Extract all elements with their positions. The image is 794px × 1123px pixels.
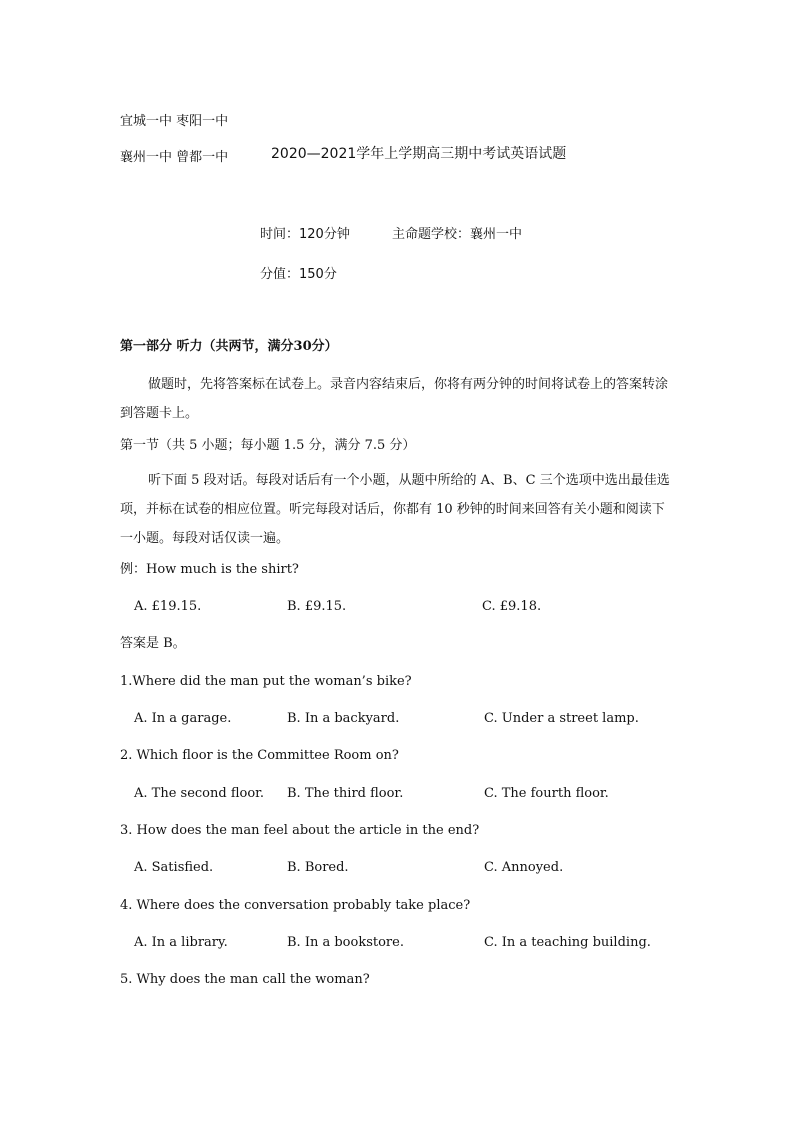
question-4: 4. Where does the conversation probably take place? (120, 898, 471, 913)
question-1-option-a: A. In a garage. (134, 711, 232, 726)
question-3-option-a: A. Satisfied. (134, 860, 214, 875)
question-1-option-b: B. In a backyard. (287, 711, 400, 726)
example-option-a: A. £19.15. (134, 599, 202, 614)
question-3-option-c: C. Annoyed. (484, 860, 564, 875)
question-5: 5. Why does the man call the woman? (120, 972, 370, 987)
question-2-option-c: C. The fourth floor. (484, 786, 609, 801)
question-2-option-a: A. The second floor. (134, 786, 265, 801)
exam-time: 时间：120分钟 (260, 227, 350, 242)
part1-heading: 第一部分 听力（共两节，满分30分） (120, 339, 338, 354)
question-1: 1.Where did the man put the woman’s bike? (120, 674, 412, 689)
question-4-option-c: C. In a teaching building. (484, 935, 651, 950)
schools-line-1: 宜城一中 枣阳一中 (120, 114, 229, 129)
question-3-option-b: B. Bored. (287, 860, 349, 875)
question-1-option-c: C. Under a street lamp. (484, 711, 639, 726)
example-option-c: C. £9.18. (482, 599, 542, 614)
part1-instruction: 做题时，先将答案标在试卷上。录音内容结束后，你将有两分钟的时间将试卷上的答案转涂到答题卡上。 (120, 377, 669, 421)
question-2: 2. Which floor is the Committee Room on? (120, 748, 399, 763)
section1-instruction: 听下面 5 段对话。每段对话后有一个小题，从题中所给的 A、B、C 三个选项中选出最佳选项，并标在试卷的相应位置。听完每段对话后，你都有 10 秒钟的时间来回答有关小题和阅读下一小题。每段对话仅读一遍。 (120, 473, 670, 546)
total-score: 分值：150分 (260, 267, 337, 282)
schools-line-2: 襄州一中 曾都一中 (120, 150, 229, 165)
example-option-b: B. £9.15. (287, 599, 347, 614)
host-school: 主命题学校：襄州一中 (392, 227, 523, 242)
example-answer: 答案是 B。 (120, 636, 186, 651)
question-3: 3. How does the man feel about the article in the end? (120, 823, 480, 838)
question-4-option-b: B. In a bookstore. (287, 935, 404, 950)
question-2-option-b: B. The third floor. (287, 786, 404, 801)
page-title: 2020—2021学年上学期高三期中考试英语试题 (271, 146, 567, 162)
question-4-option-a: A. In a library. (134, 935, 228, 950)
example-question: 例：How much is the shirt? (120, 562, 299, 577)
section1-heading: 第一节（共 5 小题；每小题 1.5 分，满分 7.5 分） (120, 438, 416, 453)
